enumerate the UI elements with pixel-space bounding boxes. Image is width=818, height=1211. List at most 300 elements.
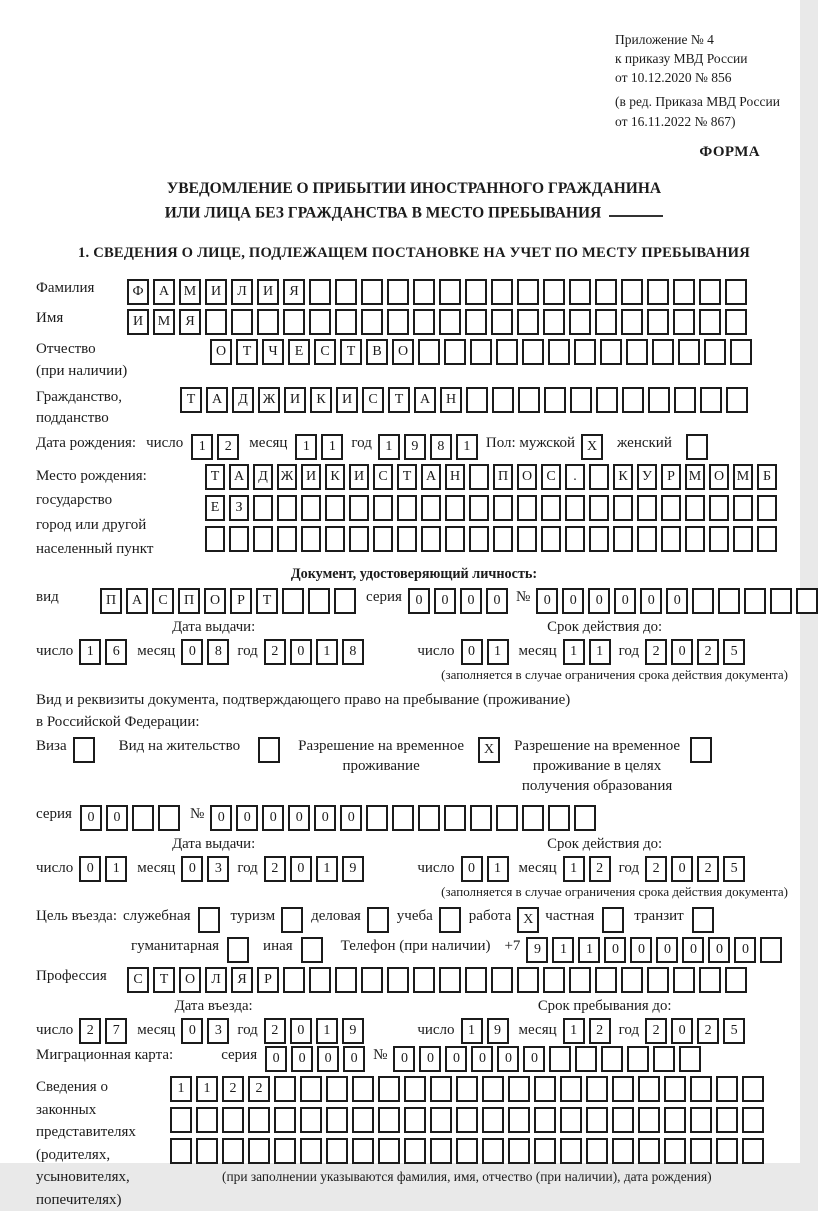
char-cell[interactable]: М bbox=[685, 464, 705, 490]
visa-checkbox[interactable] bbox=[73, 737, 95, 763]
char-cell[interactable]: 1 bbox=[316, 856, 338, 882]
char-cell[interactable] bbox=[492, 387, 514, 413]
char-cell[interactable]: Я bbox=[179, 309, 201, 335]
char-cell[interactable] bbox=[466, 387, 488, 413]
char-cell[interactable] bbox=[596, 387, 618, 413]
char-cell[interactable] bbox=[205, 526, 225, 552]
char-cell[interactable] bbox=[309, 309, 331, 335]
char-cell[interactable]: А bbox=[414, 387, 436, 413]
char-cell[interactable] bbox=[534, 1076, 556, 1102]
char-cell[interactable] bbox=[534, 1107, 556, 1133]
char-cell[interactable] bbox=[496, 805, 518, 831]
char-cell[interactable]: 1 bbox=[589, 639, 611, 665]
char-cell[interactable] bbox=[548, 805, 570, 831]
char-cell[interactable] bbox=[387, 279, 409, 305]
char-cell[interactable]: 3 bbox=[207, 856, 229, 882]
char-cell[interactable] bbox=[274, 1076, 296, 1102]
char-cell[interactable]: Л bbox=[205, 967, 227, 993]
char-cell[interactable] bbox=[413, 967, 435, 993]
char-cell[interactable] bbox=[517, 967, 539, 993]
char-cell[interactable]: Л bbox=[231, 279, 253, 305]
char-cell[interactable] bbox=[560, 1138, 582, 1164]
char-cell[interactable]: 0 bbox=[604, 937, 626, 963]
purpose-transit-checkbox[interactable] bbox=[692, 907, 714, 933]
char-cell[interactable] bbox=[733, 495, 753, 521]
char-cell[interactable]: 0 bbox=[290, 856, 312, 882]
char-cell[interactable]: 0 bbox=[290, 639, 312, 665]
residence-permit-checkbox[interactable] bbox=[258, 737, 280, 763]
char-cell[interactable]: 3 bbox=[207, 1018, 229, 1044]
char-cell[interactable] bbox=[482, 1076, 504, 1102]
char-cell[interactable]: 0 bbox=[340, 805, 362, 831]
char-cell[interactable]: 0 bbox=[314, 805, 336, 831]
char-cell[interactable]: 2 bbox=[264, 639, 286, 665]
char-cell[interactable] bbox=[575, 1046, 597, 1072]
char-cell[interactable] bbox=[387, 967, 409, 993]
char-cell[interactable]: 2 bbox=[264, 1018, 286, 1044]
char-cell[interactable] bbox=[491, 279, 513, 305]
char-cell[interactable] bbox=[283, 967, 305, 993]
char-cell[interactable]: 0 bbox=[536, 588, 558, 614]
char-cell[interactable]: 2 bbox=[222, 1076, 244, 1102]
char-cell[interactable] bbox=[569, 309, 591, 335]
char-cell[interactable] bbox=[548, 339, 570, 365]
char-cell[interactable] bbox=[600, 339, 622, 365]
char-cell[interactable] bbox=[726, 387, 748, 413]
char-cell[interactable] bbox=[465, 279, 487, 305]
purpose-study-checkbox[interactable] bbox=[439, 907, 461, 933]
char-cell[interactable] bbox=[718, 588, 740, 614]
char-cell[interactable] bbox=[601, 1046, 623, 1072]
char-cell[interactable]: 0 bbox=[434, 588, 456, 614]
char-cell[interactable]: 5 bbox=[723, 639, 745, 665]
char-cell[interactable]: 0 bbox=[181, 856, 203, 882]
char-cell[interactable]: 2 bbox=[589, 856, 611, 882]
char-cell[interactable] bbox=[637, 495, 657, 521]
char-cell[interactable] bbox=[404, 1138, 426, 1164]
char-cell[interactable]: 2 bbox=[645, 1018, 667, 1044]
char-cell[interactable] bbox=[725, 309, 747, 335]
char-cell[interactable] bbox=[685, 495, 705, 521]
char-cell[interactable] bbox=[413, 279, 435, 305]
char-cell[interactable]: К bbox=[325, 464, 345, 490]
char-cell[interactable] bbox=[277, 495, 297, 521]
char-cell[interactable]: 0 bbox=[79, 856, 101, 882]
char-cell[interactable]: 0 bbox=[523, 1046, 545, 1072]
char-cell[interactable] bbox=[757, 495, 777, 521]
char-cell[interactable] bbox=[335, 967, 357, 993]
char-cell[interactable] bbox=[326, 1076, 348, 1102]
char-cell[interactable] bbox=[621, 967, 643, 993]
char-cell[interactable]: 9 bbox=[404, 434, 426, 460]
char-cell[interactable]: 1 bbox=[563, 856, 585, 882]
char-cell[interactable] bbox=[679, 1046, 701, 1072]
char-cell[interactable]: А bbox=[153, 279, 175, 305]
char-cell[interactable] bbox=[517, 309, 539, 335]
char-cell[interactable]: 0 bbox=[671, 639, 693, 665]
char-cell[interactable] bbox=[300, 1076, 322, 1102]
char-cell[interactable] bbox=[664, 1107, 686, 1133]
char-cell[interactable] bbox=[274, 1138, 296, 1164]
char-cell[interactable] bbox=[673, 967, 695, 993]
char-cell[interactable] bbox=[229, 526, 249, 552]
char-cell[interactable] bbox=[482, 1107, 504, 1133]
char-cell[interactable]: Р bbox=[230, 588, 252, 614]
char-cell[interactable] bbox=[760, 937, 782, 963]
char-cell[interactable]: 1 bbox=[487, 856, 509, 882]
char-cell[interactable] bbox=[465, 309, 487, 335]
char-cell[interactable] bbox=[690, 1107, 712, 1133]
char-cell[interactable] bbox=[534, 1138, 556, 1164]
char-cell[interactable] bbox=[277, 526, 297, 552]
char-cell[interactable]: 0 bbox=[288, 805, 310, 831]
char-cell[interactable] bbox=[300, 1107, 322, 1133]
char-cell[interactable]: 0 bbox=[562, 588, 584, 614]
char-cell[interactable] bbox=[248, 1138, 270, 1164]
char-cell[interactable]: И bbox=[257, 279, 279, 305]
char-cell[interactable]: 7 bbox=[105, 1018, 127, 1044]
char-cell[interactable] bbox=[638, 1107, 660, 1133]
char-cell[interactable]: 0 bbox=[106, 805, 128, 831]
char-cell[interactable] bbox=[595, 309, 617, 335]
char-cell[interactable]: Т bbox=[153, 967, 175, 993]
char-cell[interactable]: Ч bbox=[262, 339, 284, 365]
purpose-humanitarian-checkbox[interactable] bbox=[227, 937, 249, 963]
char-cell[interactable]: К bbox=[310, 387, 332, 413]
char-cell[interactable]: П bbox=[100, 588, 122, 614]
char-cell[interactable]: 0 bbox=[445, 1046, 467, 1072]
char-cell[interactable]: Н bbox=[445, 464, 465, 490]
char-cell[interactable] bbox=[491, 967, 513, 993]
char-cell[interactable]: 1 bbox=[563, 1018, 585, 1044]
char-cell[interactable] bbox=[733, 526, 753, 552]
char-cell[interactable] bbox=[744, 588, 766, 614]
gender-male-checkbox[interactable]: X bbox=[581, 434, 603, 460]
char-cell[interactable]: 0 bbox=[460, 588, 482, 614]
char-cell[interactable]: 0 bbox=[671, 856, 693, 882]
purpose-business-checkbox[interactable] bbox=[367, 907, 389, 933]
char-cell[interactable]: 0 bbox=[290, 1018, 312, 1044]
char-cell[interactable] bbox=[469, 526, 489, 552]
char-cell[interactable]: И bbox=[301, 464, 321, 490]
char-cell[interactable] bbox=[378, 1076, 400, 1102]
char-cell[interactable] bbox=[309, 967, 331, 993]
char-cell[interactable]: 0 bbox=[419, 1046, 441, 1072]
char-cell[interactable] bbox=[231, 309, 253, 335]
char-cell[interactable] bbox=[301, 526, 321, 552]
char-cell[interactable]: 0 bbox=[317, 1046, 339, 1072]
char-cell[interactable]: 0 bbox=[343, 1046, 365, 1072]
char-cell[interactable] bbox=[742, 1076, 764, 1102]
char-cell[interactable] bbox=[222, 1138, 244, 1164]
char-cell[interactable] bbox=[652, 339, 674, 365]
char-cell[interactable] bbox=[690, 1076, 712, 1102]
char-cell[interactable] bbox=[699, 309, 721, 335]
char-cell[interactable]: М bbox=[179, 279, 201, 305]
char-cell[interactable] bbox=[248, 1107, 270, 1133]
char-cell[interactable] bbox=[439, 279, 461, 305]
char-cell[interactable] bbox=[325, 526, 345, 552]
char-cell[interactable] bbox=[699, 279, 721, 305]
char-cell[interactable]: 8 bbox=[207, 639, 229, 665]
char-cell[interactable] bbox=[595, 279, 617, 305]
char-cell[interactable]: 1 bbox=[170, 1076, 192, 1102]
char-cell[interactable]: И bbox=[349, 464, 369, 490]
char-cell[interactable] bbox=[549, 1046, 571, 1072]
char-cell[interactable]: 1 bbox=[316, 1018, 338, 1044]
char-cell[interactable] bbox=[664, 1076, 686, 1102]
char-cell[interactable]: 2 bbox=[589, 1018, 611, 1044]
char-cell[interactable] bbox=[673, 279, 695, 305]
char-cell[interactable] bbox=[627, 1046, 649, 1072]
char-cell[interactable] bbox=[196, 1138, 218, 1164]
char-cell[interactable]: И bbox=[284, 387, 306, 413]
char-cell[interactable] bbox=[685, 526, 705, 552]
char-cell[interactable] bbox=[470, 339, 492, 365]
char-cell[interactable]: З bbox=[229, 495, 249, 521]
char-cell[interactable]: 0 bbox=[181, 639, 203, 665]
char-cell[interactable]: 0 bbox=[708, 937, 730, 963]
char-cell[interactable] bbox=[664, 1138, 686, 1164]
char-cell[interactable] bbox=[589, 495, 609, 521]
char-cell[interactable] bbox=[283, 309, 305, 335]
char-cell[interactable]: 1 bbox=[378, 434, 400, 460]
char-cell[interactable] bbox=[757, 526, 777, 552]
char-cell[interactable] bbox=[716, 1107, 738, 1133]
char-cell[interactable]: О bbox=[204, 588, 226, 614]
char-cell[interactable]: 9 bbox=[526, 937, 548, 963]
char-cell[interactable]: Я bbox=[283, 279, 305, 305]
char-cell[interactable] bbox=[518, 387, 540, 413]
char-cell[interactable]: Ж bbox=[277, 464, 297, 490]
char-cell[interactable] bbox=[352, 1138, 374, 1164]
char-cell[interactable]: 9 bbox=[342, 1018, 364, 1044]
char-cell[interactable] bbox=[725, 279, 747, 305]
char-cell[interactable] bbox=[586, 1138, 608, 1164]
char-cell[interactable] bbox=[742, 1107, 764, 1133]
char-cell[interactable] bbox=[257, 309, 279, 335]
char-cell[interactable]: 8 bbox=[342, 639, 364, 665]
char-cell[interactable] bbox=[421, 526, 441, 552]
char-cell[interactable] bbox=[699, 967, 721, 993]
char-cell[interactable] bbox=[569, 967, 591, 993]
char-cell[interactable] bbox=[595, 967, 617, 993]
char-cell[interactable]: 0 bbox=[80, 805, 102, 831]
char-cell[interactable]: 1 bbox=[295, 434, 317, 460]
char-cell[interactable]: 0 bbox=[614, 588, 636, 614]
char-cell[interactable]: 0 bbox=[461, 639, 483, 665]
char-cell[interactable] bbox=[482, 1138, 504, 1164]
char-cell[interactable]: Т bbox=[397, 464, 417, 490]
char-cell[interactable]: 5 bbox=[723, 856, 745, 882]
char-cell[interactable] bbox=[626, 339, 648, 365]
char-cell[interactable] bbox=[349, 526, 369, 552]
char-cell[interactable]: 0 bbox=[408, 588, 430, 614]
char-cell[interactable]: Ф bbox=[127, 279, 149, 305]
char-cell[interactable] bbox=[517, 526, 537, 552]
char-cell[interactable]: 2 bbox=[697, 856, 719, 882]
char-cell[interactable]: О bbox=[210, 339, 232, 365]
char-cell[interactable]: 1 bbox=[196, 1076, 218, 1102]
char-cell[interactable] bbox=[205, 309, 227, 335]
char-cell[interactable] bbox=[543, 279, 565, 305]
char-cell[interactable]: 9 bbox=[342, 856, 364, 882]
char-cell[interactable]: 2 bbox=[217, 434, 239, 460]
char-cell[interactable] bbox=[622, 387, 644, 413]
char-cell[interactable] bbox=[361, 309, 383, 335]
char-cell[interactable] bbox=[541, 526, 561, 552]
char-cell[interactable] bbox=[543, 309, 565, 335]
char-cell[interactable]: Я bbox=[231, 967, 253, 993]
char-cell[interactable] bbox=[392, 805, 414, 831]
char-cell[interactable] bbox=[378, 1138, 400, 1164]
char-cell[interactable]: А bbox=[126, 588, 148, 614]
char-cell[interactable]: С bbox=[152, 588, 174, 614]
char-cell[interactable] bbox=[517, 279, 539, 305]
char-cell[interactable] bbox=[544, 387, 566, 413]
char-cell[interactable]: 0 bbox=[291, 1046, 313, 1072]
char-cell[interactable] bbox=[673, 309, 695, 335]
char-cell[interactable]: 0 bbox=[486, 588, 508, 614]
char-cell[interactable]: А bbox=[229, 464, 249, 490]
char-cell[interactable] bbox=[522, 805, 544, 831]
char-cell[interactable] bbox=[456, 1107, 478, 1133]
char-cell[interactable] bbox=[589, 526, 609, 552]
char-cell[interactable]: 2 bbox=[79, 1018, 101, 1044]
char-cell[interactable] bbox=[613, 495, 633, 521]
char-cell[interactable] bbox=[648, 387, 670, 413]
char-cell[interactable] bbox=[493, 495, 513, 521]
char-cell[interactable]: Д bbox=[253, 464, 273, 490]
char-cell[interactable]: И bbox=[127, 309, 149, 335]
char-cell[interactable] bbox=[404, 1107, 426, 1133]
char-cell[interactable]: У bbox=[637, 464, 657, 490]
char-cell[interactable]: А bbox=[421, 464, 441, 490]
char-cell[interactable]: 0 bbox=[497, 1046, 519, 1072]
char-cell[interactable] bbox=[612, 1138, 634, 1164]
char-cell[interactable]: 0 bbox=[734, 937, 756, 963]
char-cell[interactable]: 2 bbox=[697, 639, 719, 665]
char-cell[interactable]: С bbox=[541, 464, 561, 490]
char-cell[interactable] bbox=[661, 495, 681, 521]
char-cell[interactable] bbox=[508, 1076, 530, 1102]
char-cell[interactable] bbox=[465, 967, 487, 993]
char-cell[interactable] bbox=[413, 309, 435, 335]
char-cell[interactable] bbox=[430, 1076, 452, 1102]
temp-residence-checkbox[interactable]: X bbox=[478, 737, 500, 763]
char-cell[interactable] bbox=[491, 309, 513, 335]
char-cell[interactable] bbox=[300, 1138, 322, 1164]
char-cell[interactable]: 1 bbox=[578, 937, 600, 963]
char-cell[interactable]: И bbox=[336, 387, 358, 413]
char-cell[interactable] bbox=[508, 1138, 530, 1164]
char-cell[interactable]: О bbox=[392, 339, 414, 365]
char-cell[interactable] bbox=[308, 588, 330, 614]
char-cell[interactable]: 2 bbox=[264, 856, 286, 882]
char-cell[interactable] bbox=[560, 1076, 582, 1102]
char-cell[interactable] bbox=[456, 1138, 478, 1164]
char-cell[interactable]: А bbox=[206, 387, 228, 413]
char-cell[interactable] bbox=[637, 526, 657, 552]
char-cell[interactable]: 0 bbox=[588, 588, 610, 614]
char-cell[interactable] bbox=[352, 1076, 374, 1102]
char-cell[interactable]: 1 bbox=[321, 434, 343, 460]
char-cell[interactable] bbox=[574, 805, 596, 831]
char-cell[interactable]: В bbox=[366, 339, 388, 365]
char-cell[interactable] bbox=[326, 1138, 348, 1164]
char-cell[interactable]: Т bbox=[388, 387, 410, 413]
char-cell[interactable] bbox=[309, 279, 331, 305]
char-cell[interactable] bbox=[335, 279, 357, 305]
char-cell[interactable] bbox=[704, 339, 726, 365]
char-cell[interactable]: 0 bbox=[630, 937, 652, 963]
char-cell[interactable]: М bbox=[733, 464, 753, 490]
char-cell[interactable]: . bbox=[565, 464, 585, 490]
char-cell[interactable]: 1 bbox=[456, 434, 478, 460]
char-cell[interactable]: Д bbox=[232, 387, 254, 413]
char-cell[interactable] bbox=[653, 1046, 675, 1072]
char-cell[interactable]: 0 bbox=[265, 1046, 287, 1072]
char-cell[interactable]: С bbox=[314, 339, 336, 365]
char-cell[interactable]: П bbox=[178, 588, 200, 614]
char-cell[interactable] bbox=[439, 967, 461, 993]
char-cell[interactable]: Т bbox=[180, 387, 202, 413]
char-cell[interactable]: 0 bbox=[181, 1018, 203, 1044]
char-cell[interactable] bbox=[456, 1076, 478, 1102]
char-cell[interactable]: Т bbox=[236, 339, 258, 365]
char-cell[interactable] bbox=[404, 1076, 426, 1102]
edu-residence-checkbox[interactable] bbox=[690, 737, 712, 763]
char-cell[interactable] bbox=[418, 339, 440, 365]
char-cell[interactable]: 6 bbox=[105, 639, 127, 665]
char-cell[interactable] bbox=[541, 495, 561, 521]
char-cell[interactable] bbox=[196, 1107, 218, 1133]
char-cell[interactable]: 0 bbox=[640, 588, 662, 614]
char-cell[interactable] bbox=[621, 309, 643, 335]
char-cell[interactable] bbox=[678, 339, 700, 365]
char-cell[interactable]: С bbox=[362, 387, 384, 413]
char-cell[interactable] bbox=[282, 588, 304, 614]
char-cell[interactable]: 1 bbox=[563, 639, 585, 665]
char-cell[interactable] bbox=[334, 588, 356, 614]
char-cell[interactable]: С bbox=[373, 464, 393, 490]
char-cell[interactable]: 2 bbox=[645, 856, 667, 882]
char-cell[interactable] bbox=[770, 588, 792, 614]
char-cell[interactable] bbox=[589, 464, 609, 490]
char-cell[interactable] bbox=[586, 1107, 608, 1133]
char-cell[interactable] bbox=[692, 588, 714, 614]
char-cell[interactable] bbox=[517, 495, 537, 521]
char-cell[interactable]: 2 bbox=[697, 1018, 719, 1044]
char-cell[interactable] bbox=[397, 526, 417, 552]
char-cell[interactable]: Е bbox=[288, 339, 310, 365]
purpose-private-checkbox[interactable] bbox=[602, 907, 624, 933]
char-cell[interactable] bbox=[796, 588, 818, 614]
char-cell[interactable]: 0 bbox=[656, 937, 678, 963]
char-cell[interactable]: Ж bbox=[258, 387, 280, 413]
char-cell[interactable] bbox=[716, 1138, 738, 1164]
char-cell[interactable] bbox=[709, 526, 729, 552]
char-cell[interactable] bbox=[361, 279, 383, 305]
purpose-tourism-checkbox[interactable] bbox=[281, 907, 303, 933]
char-cell[interactable]: 1 bbox=[461, 1018, 483, 1044]
char-cell[interactable]: 5 bbox=[723, 1018, 745, 1044]
char-cell[interactable] bbox=[470, 805, 492, 831]
char-cell[interactable]: Т bbox=[256, 588, 278, 614]
char-cell[interactable]: О bbox=[709, 464, 729, 490]
char-cell[interactable]: 0 bbox=[262, 805, 284, 831]
char-cell[interactable]: Б bbox=[757, 464, 777, 490]
